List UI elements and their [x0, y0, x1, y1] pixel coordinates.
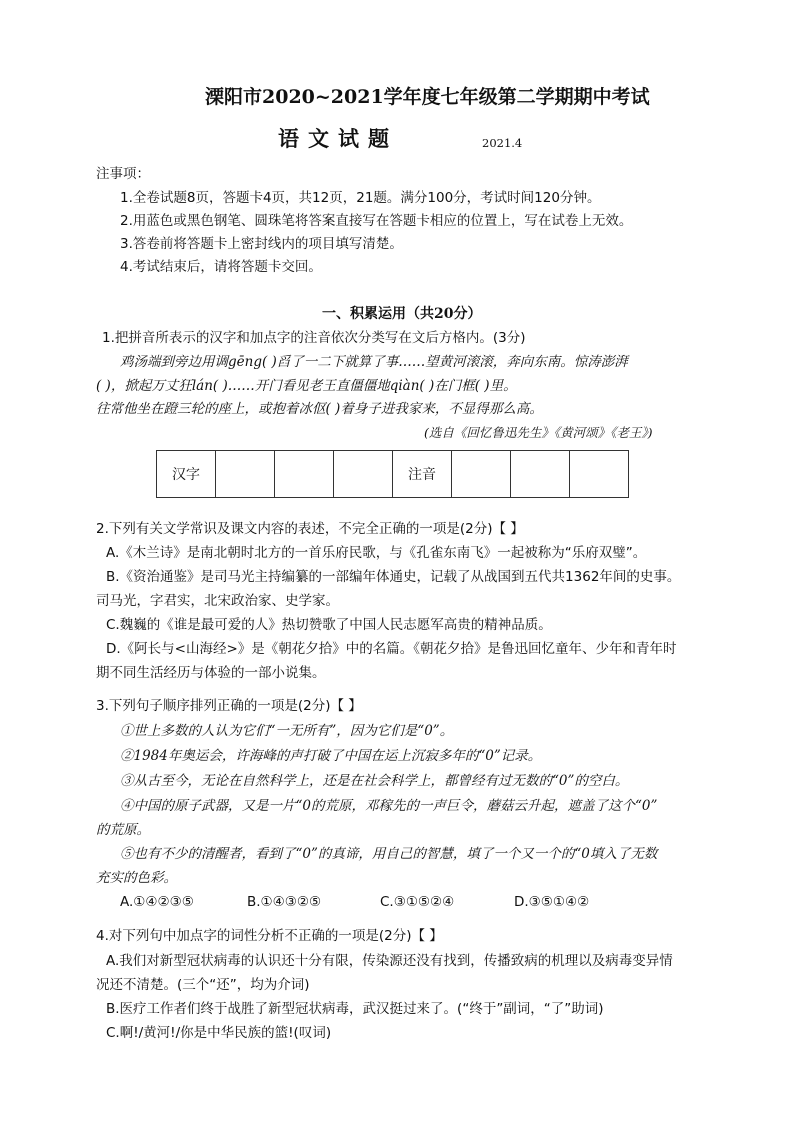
sentence: ③从古至今，无论在自然科学上，还是在社会科学上，都曾经有过无数的“0”的空白。	[120, 773, 629, 789]
notes-item: 3.答卷前将答题卡上密封线内的项目填写清楚。	[120, 236, 403, 252]
exam-date: 2021.4	[482, 136, 523, 150]
option: A.《木兰诗》是南北朝时北方的一首乐府民歌，与《孔雀东南飞》一起被称为“乐府双璧”。	[106, 545, 647, 561]
sentence: 的荒原。	[96, 822, 150, 838]
option: C.魏巍的《谁是最可爱的人》热切赞歌了中国人民志愿军高贵的精神品质。	[106, 617, 552, 633]
passage-source: (选自《回忆鲁迅先生》《黄河颂》《老王》)	[424, 425, 653, 440]
question-stem: 2.下列有关文学常识及课文内容的表述，不完全正确的一项是(2分)【 】	[96, 521, 524, 537]
table-label-chars: 汉字	[157, 451, 216, 498]
answer-table	[156, 450, 629, 498]
answer-cell[interactable]	[334, 451, 393, 498]
section-title: 一、积累运用（共20分）	[322, 306, 482, 322]
sentence: ④中国的原子武器，又是一片“0的荒原，邓稼先的一声巨令，蘑菇云升起，遮盖了这个“0”	[120, 798, 658, 814]
option: D.③⑤①④②	[514, 894, 590, 910]
option: 司马光，字君实，北宋政治家、史学家。	[96, 593, 339, 609]
option: D.《阿长与<山海经>》是《朝花夕拾》中的名篇。《朝花夕拾》是鲁迅回忆童年、少年和青年时	[106, 641, 677, 657]
question-stem: 3.下列句子顺序排列正确的一项是(2分)【 】	[96, 698, 362, 714]
question-stem: 4.对下列句中加点字的词性分析不正确的一项是(2分)【 】	[96, 928, 443, 944]
answer-cell[interactable]	[275, 451, 334, 498]
option: A.①④②③⑤	[120, 894, 194, 910]
table-label-pinyin: 注音	[393, 451, 452, 498]
option: C.③①⑤②④	[380, 894, 455, 910]
question-stem: 1.把拼音所表示的汉字和加点字的注音依次分类写在文后方格内。(3分)	[102, 330, 526, 346]
subject-title: 语文试题	[278, 126, 398, 151]
option: B.①④③②⑤	[247, 894, 322, 910]
option: A.我们对新型冠状病毒的认识还十分有限，传染源还没有找到，传播致病的机理以及病毒变异情	[106, 953, 673, 969]
passage-line: 往常他坐在蹬三轮的座上，或抱着冰伛( )着身子进我家来，不显得那么高。	[96, 401, 543, 417]
sentence: ①世上多数的人认为它们“一无所有”，因为它们是“0”。	[120, 723, 454, 739]
notes-item: 2.用蓝色或黑色钢笔、圆珠笔将答案直接写在答题卡相应的位置上，写在试卷上无效。	[120, 213, 633, 229]
answer-cell[interactable]	[570, 451, 629, 498]
answer-cell[interactable]	[452, 451, 511, 498]
notes-item: 1.全卷试题8页，答题卡4页，共12页，21题。满分100分，考试时间120分钟。	[120, 190, 601, 206]
passage-line: 鸡汤端到旁边用调gēng( )舀了一二下就算了事……望黄河滚滚，奔向东南。惊涛澎湃	[120, 354, 628, 370]
option: B.医疗工作者们终于战胜了新型冠状病毒，武汉挺过来了。(“终于”副词，“了”助词)	[106, 1001, 604, 1017]
exam-title: 溧阳市2020~2021学年度七年级第二学期期中考试	[205, 86, 650, 108]
sentence: 充实的色彩。	[96, 870, 177, 886]
notes-heading: 注事项：	[96, 166, 150, 182]
answer-cell[interactable]	[511, 451, 570, 498]
option: C.啊!/黄河!/你是中华民族的篮!(叹词)	[106, 1025, 332, 1041]
option: 况还不清楚。(三个“还”，均为介词)	[96, 977, 310, 993]
sentence: ②1984年奥运会，许海峰的声打破了中国在运上沉寂多年的“0”记录。	[120, 748, 542, 764]
answer-cell[interactable]	[216, 451, 275, 498]
notes-item: 4.考试结束后，请将答题卡交回。	[120, 259, 322, 275]
sentence: ⑤也有不少的清醒者，看到了“0”的真谛，用自己的智慧，填了一个又一个的“0填入了无数	[120, 846, 658, 862]
passage-line: ( )，掀起万丈狂lán( )……开门看见老王直僵僵地qiàn( )在门框( )里。	[96, 378, 517, 394]
option: 期不同生活经历与体验的一部小说集。	[96, 665, 326, 681]
option: B.《资治通鉴》是司马光主持编纂的一部编年体通史，记载了从战国到五代共1362年间的史事。	[106, 569, 681, 585]
